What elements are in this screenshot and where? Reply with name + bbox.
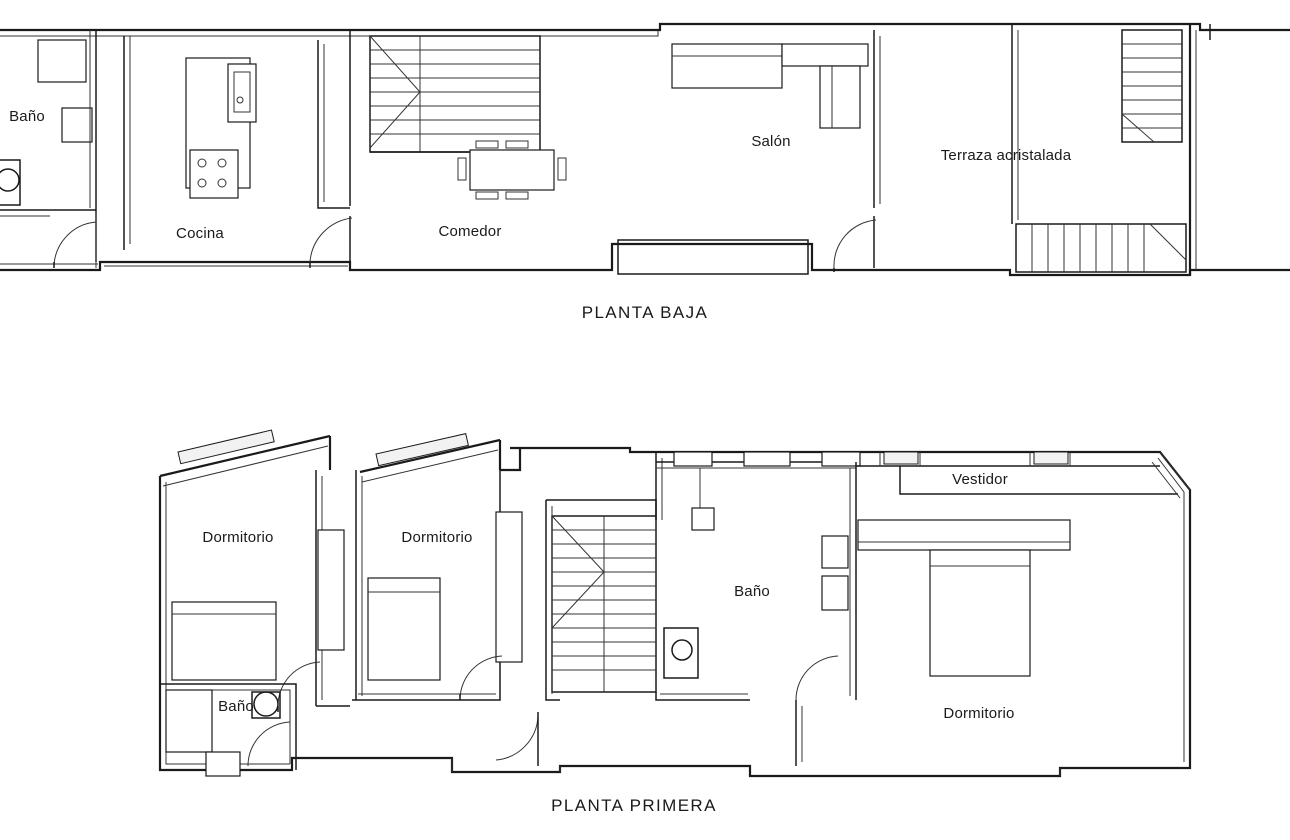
room-label-dormitorio-1: Dormitorio: [202, 529, 274, 546]
room-label-bano-pp-1: Baño: [218, 698, 254, 715]
room-label-terraza: Terraza acristalada: [940, 147, 1072, 164]
room-label-vestidor: Vestidor: [952, 471, 1008, 488]
plan-title-planta-primera: PLANTA PRIMERA: [551, 796, 717, 815]
dining-table: [458, 141, 566, 199]
bed-2: [368, 578, 440, 680]
room-label-salon: Salón: [751, 133, 791, 150]
vestidor-dormitorio: [856, 452, 1190, 676]
room-label-bano-pp-2: Baño: [734, 583, 770, 600]
room-label-dormitorio-2: Dormitorio: [401, 529, 473, 546]
room-label-comedor: Comedor: [438, 223, 502, 240]
plan-title-planta-baja: PLANTA BAJA: [581, 303, 709, 322]
planta-primera-geometry: [160, 430, 1190, 776]
room-label-cocina: Cocina: [176, 225, 224, 242]
room-label-bano-pb: Baño: [9, 108, 45, 125]
room-label-dormitorio-3: Dormitorio: [943, 705, 1015, 722]
bed-1: [172, 602, 276, 680]
staircase-pb-right-bottom: [1016, 224, 1186, 272]
bath-pp: [656, 452, 860, 766]
staircase-pb: [370, 36, 540, 152]
salon-furniture: [672, 44, 868, 128]
bed-master: [930, 550, 1030, 676]
facade-windows-left: [160, 430, 520, 486]
staircase-pb-right-top: [1122, 30, 1182, 142]
staircase-pp: [546, 452, 750, 700]
